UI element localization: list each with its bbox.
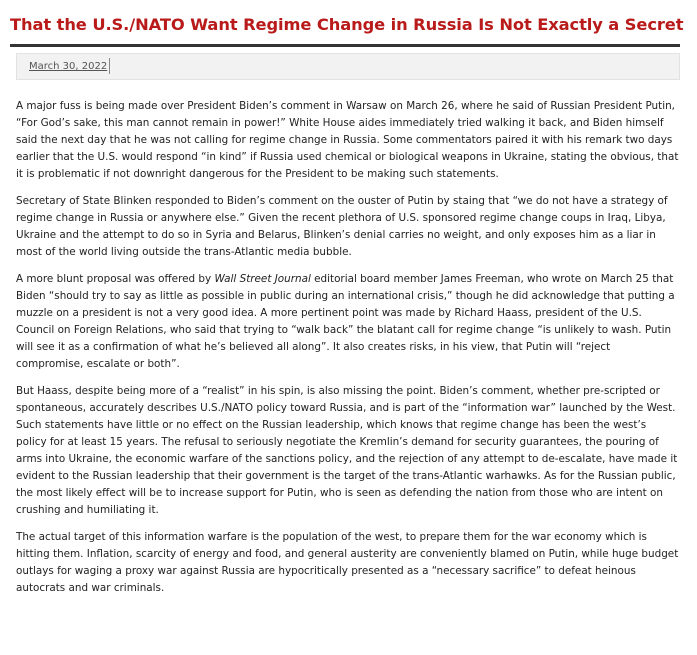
- article-body: [16, 98, 680, 607]
- paragraph-5: The actual target of this information warfare is the population of the west, to prepare them for the war economy which is hitting them. Inflation, scarcity of energy and food, and general austerity are conveniently blamed on Putin, while huge budget outlays for waging a proxy war against Russia are hypocritically presented as a “necessary sacrifice” to defeat heinous autocrats and war criminals.: [16, 531, 679, 594]
- paragraph-3-rest: editorial board member James Freeman, who wrote on March 25 that Biden “should try to say as little as possible in public during an international crisis,” though he did acknowledge that putting a muzzle on a president is not a very good idea. A more pertinent point was made by Richard Haass, president of the U.S. Council on Foreign Relations, who said that trying to “walk back” the blatant call for regime change “is unlikely to wash. Putin will see it as a confirmation of what he’s believed all along”. It also creates risks, in his view, that Putin will “reject compromise, escalate or both”.: [16, 273, 675, 370]
- post-meta-bar: [16, 53, 680, 80]
- paragraph-3: [16, 271, 680, 373]
- article-title: That the U.S./NATO Want Regime Change in Russia Is Not Exactly a Secret: [10, 15, 684, 34]
- paragraph-1: A major fuss is being made over President Biden’s comment in Warsaw on March 26, where he said of Russian President Putin, “For God’s sake, this man cannot remain in power!” White House aides immediately tried walking it back, and Biden himself said the next day that he was not calling for regime change in Russia. Some commentators paired it with his remark two days earlier that the U.S. would respond “in kind” if Russia used chemical or biological weapons in Ukraine, stating the obvious, that it is problematic if not downright dangerous for the President to be making such statements.: [16, 100, 679, 180]
- title-divider: [10, 44, 680, 47]
- paragraph-2: Secretary of State Blinken responded to Biden’s comment on the ouster of Putin by staing that “we do not have a strategy of regime change in Russia or anywhere else.” Given the recent plethora of U.S. sponsored regime change coups in Iraq, Libya, Ukraine and the attempt to do so in Syria and Belarus, Blinken’s denial carries no weight, and only exposes him as a liar in most of the world living outside the trans-Atlantic media bubble.: [16, 195, 668, 258]
- meta-separator: [109, 58, 110, 74]
- journal-name: Wall Street Journal: [214, 273, 311, 285]
- paragraph-4: But Haass, despite being more of a “realist” in his spin, is also missing the point. Biden’s comment, whether pre-scripted or spontaneous, accurately describes U.S./NATO policy toward Russia, and is part of the “information war” launched by the West. Such statements have little or no effect on the Russian leadership, which knows that regime change has been the west’s policy for at least 15 years. The refusal to seriously negotiate the Kremlin’s demand for security guarantees, the pouring of arms into Ukraine, the economic warfare of the sanctions policy, and the rejection of any attempt to de-escalate, have made it evident to the Russian leadership that their government is the target of the trans-Atlantic warhawks. As for the Russian public, the most likely effect will be to increase support for Putin, who is seen as defending the nation from those who are intent on crushing and humiliating it.: [16, 385, 678, 516]
- post-date-link[interactable]: March 30, 2022: [29, 61, 108, 72]
- paragraph-3-start: A more blunt proposal was offered by: [16, 273, 215, 285]
